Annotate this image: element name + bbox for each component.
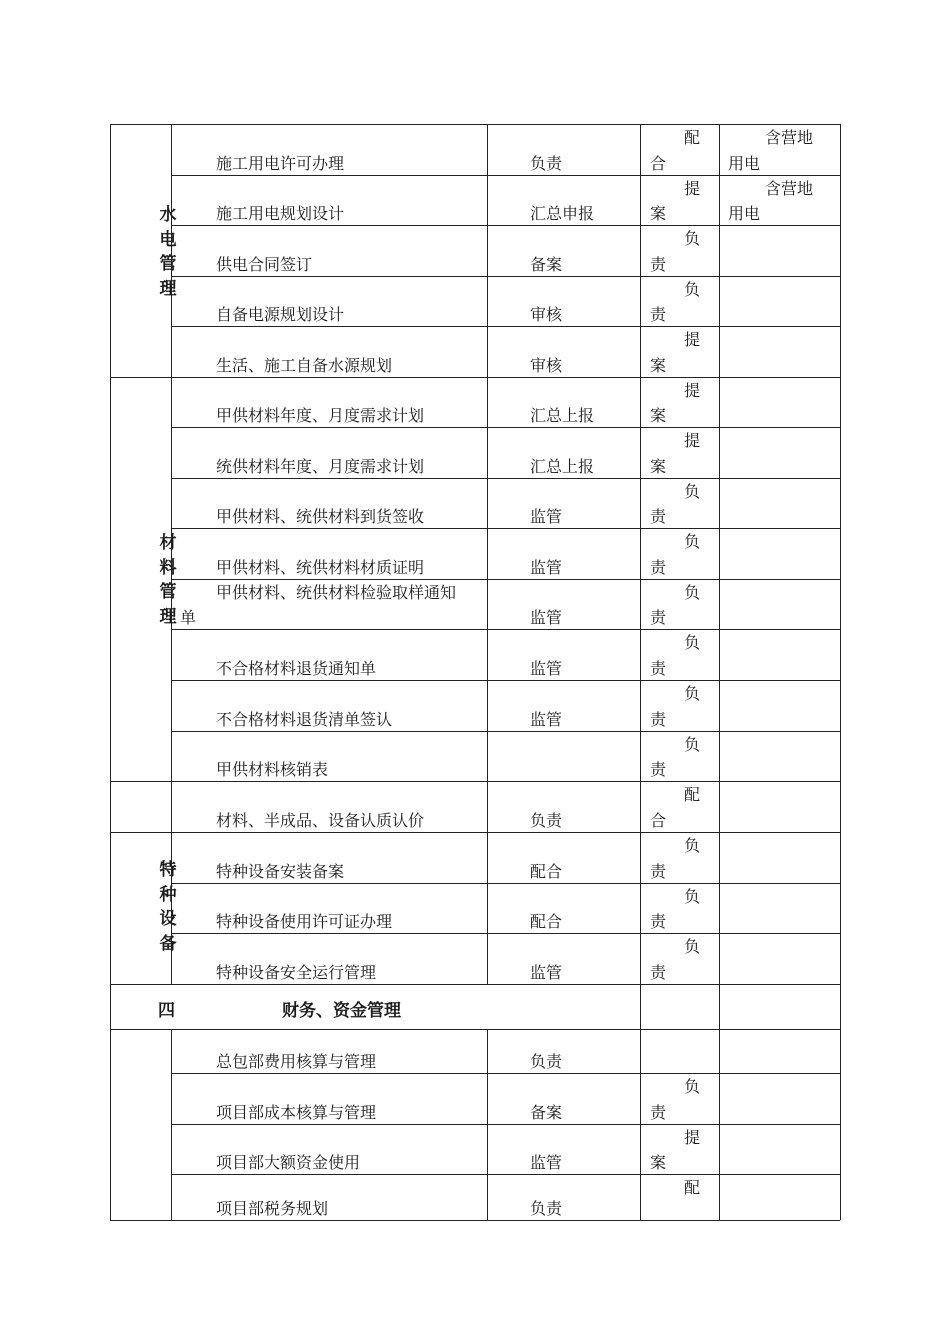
row-separator xyxy=(171,427,840,428)
item-text: 甲供材料核销表 xyxy=(216,760,329,779)
col4-bottom-text: 责 xyxy=(650,659,667,678)
row-separator xyxy=(171,731,840,732)
col4-top-text: 配 xyxy=(684,128,701,147)
row-separator xyxy=(171,1174,840,1175)
column-separator xyxy=(171,124,172,984)
col4-top-text: 负 xyxy=(684,1077,701,1096)
col4-top-text: 提 xyxy=(684,330,701,349)
col4-top-text: 负 xyxy=(684,684,701,703)
col4-bottom-text: 责 xyxy=(650,862,667,881)
column-separator xyxy=(171,1029,172,1220)
col4-bottom-text: 责 xyxy=(650,1103,667,1122)
col4-bottom-text: 案 xyxy=(650,457,667,476)
col4-bottom-text: 责 xyxy=(650,255,667,274)
col4-top-text: 提 xyxy=(684,1128,701,1147)
col4-bottom-text: 责 xyxy=(650,760,667,779)
table-border-top xyxy=(110,124,840,125)
col4-top-text: 提 xyxy=(684,179,701,198)
group-char: 备 xyxy=(159,933,177,954)
item-text: 甲供材料、统供材料材质证明 xyxy=(216,558,425,577)
role-text: 汇总上报 xyxy=(530,457,595,476)
role-text: 汇总申报 xyxy=(530,204,595,223)
role-text: 监管 xyxy=(530,608,563,627)
col4-top-text: 负 xyxy=(684,735,701,754)
group-separator xyxy=(110,984,840,985)
note-top-text: 含营地 xyxy=(765,128,814,147)
item-text: 施工用电许可办理 xyxy=(216,154,345,173)
item-text: 统供材料年度、月度需求计划 xyxy=(216,457,425,476)
item-text: 总包部费用核算与管理 xyxy=(216,1052,377,1071)
col4-top-text: 负 xyxy=(684,633,701,652)
row-separator xyxy=(171,478,840,479)
role-text: 审核 xyxy=(530,305,563,324)
group-separator xyxy=(110,781,840,782)
role-text: 监管 xyxy=(530,1153,563,1172)
column-separator xyxy=(640,124,641,1220)
col4-bottom-text: 案 xyxy=(650,204,667,223)
group-separator xyxy=(110,1029,840,1030)
col4-top-text: 负 xyxy=(684,583,701,602)
role-text: 监管 xyxy=(530,507,563,526)
col4-bottom-text: 责 xyxy=(650,963,667,982)
item-text: 甲供材料、统供材料到货签收 xyxy=(216,507,425,526)
row-separator xyxy=(171,528,840,529)
group-separator xyxy=(110,377,840,378)
col4-top-text: 负 xyxy=(684,482,701,501)
group-char: 电 xyxy=(159,229,177,250)
group-char: 理 xyxy=(159,278,177,299)
group-char: 料 xyxy=(159,557,177,578)
col4-top-text: 负 xyxy=(684,836,701,855)
col4-bottom-text: 责 xyxy=(650,507,667,526)
row-separator xyxy=(171,579,840,580)
table-border-bottom xyxy=(110,1220,840,1221)
col4-top-text: 提 xyxy=(684,381,701,400)
table-border-left xyxy=(110,124,111,1220)
responsibility-table xyxy=(110,124,840,1220)
row-separator xyxy=(171,326,840,327)
item-text: 自备电源规划设计 xyxy=(216,305,345,324)
col4-top-text: 负 xyxy=(684,887,701,906)
col4-bottom-text: 责 xyxy=(650,608,667,627)
item-text: 材料、半成品、设备认质认价 xyxy=(216,811,425,830)
section-number: 四 xyxy=(158,1001,175,1021)
col4-bottom-text: 合 xyxy=(650,811,667,830)
item-text: 项目部税务规划 xyxy=(216,1199,329,1218)
role-text: 备案 xyxy=(530,1103,563,1122)
item-text: 项目部大额资金使用 xyxy=(216,1153,361,1172)
group-label-water-electric xyxy=(158,203,178,301)
col4-top-text: 负 xyxy=(684,937,701,956)
note-bottom-text: 用电 xyxy=(728,154,761,173)
row-separator xyxy=(171,933,840,934)
col4-bottom-text: 合 xyxy=(650,154,667,173)
group-char: 理 xyxy=(159,606,177,627)
item-text: 不合格材料退货清单签认 xyxy=(216,710,393,729)
row-separator xyxy=(171,680,840,681)
col4-top-text: 负 xyxy=(684,532,701,551)
col4-top-text: 配 xyxy=(684,785,701,804)
col4-top-text: 负 xyxy=(684,280,701,299)
item-text: 甲供材料、统供材料检验取样通知 xyxy=(216,583,457,602)
group-label-materials xyxy=(158,531,178,629)
group-label-special-equipment xyxy=(158,858,178,956)
row-separator xyxy=(171,225,840,226)
role-text: 配合 xyxy=(530,862,563,881)
row-separator xyxy=(171,175,840,176)
role-text: 监管 xyxy=(530,659,563,678)
group-char: 特 xyxy=(159,860,177,880)
item-text: 甲供材料年度、月度需求计划 xyxy=(216,406,425,425)
item-text: 施工用电规划设计 xyxy=(216,204,345,223)
item-text: 项目部成本核算与管理 xyxy=(216,1103,377,1122)
note-top-text: 含营地 xyxy=(765,179,814,198)
role-text: 监管 xyxy=(530,710,563,729)
column-separator xyxy=(487,1029,488,1220)
row-separator xyxy=(171,883,840,884)
group-char: 材 xyxy=(159,533,177,553)
item-text: 特种设备使用许可证办理 xyxy=(216,912,393,931)
role-text: 负责 xyxy=(530,811,563,830)
row-separator xyxy=(171,276,840,277)
item-text: 供电合同签订 xyxy=(216,255,313,274)
column-separator xyxy=(719,124,720,1220)
col4-top-text: 提 xyxy=(684,431,701,450)
role-text: 负责 xyxy=(530,1052,563,1071)
role-text: 监管 xyxy=(530,558,563,577)
item-text-continued: 单 xyxy=(180,608,197,627)
col4-top-text: 负 xyxy=(684,229,701,248)
note-bottom-text: 用电 xyxy=(728,204,761,223)
row-separator xyxy=(171,629,840,630)
col4-bottom-text: 责 xyxy=(650,558,667,577)
col4-bottom-text: 责 xyxy=(650,912,667,931)
group-char: 管 xyxy=(159,582,177,602)
item-text: 特种设备安装备案 xyxy=(216,862,345,881)
role-text: 监管 xyxy=(530,963,563,982)
group-char: 水 xyxy=(159,205,177,225)
col4-bottom-text: 案 xyxy=(650,356,667,375)
item-text: 不合格材料退货通知单 xyxy=(216,659,377,678)
group-char: 设 xyxy=(159,909,177,929)
role-text: 汇总上报 xyxy=(530,406,595,425)
group-separator xyxy=(110,832,840,833)
item-text: 生活、施工自备水源规划 xyxy=(216,356,393,375)
role-text: 审核 xyxy=(530,356,563,375)
table-border-right xyxy=(840,124,841,1220)
col4-bottom-text: 责 xyxy=(650,710,667,729)
col4-bottom-text: 责 xyxy=(650,305,667,324)
col4-bottom-text: 案 xyxy=(650,1153,667,1172)
group-char: 管 xyxy=(159,254,177,274)
role-text: 配合 xyxy=(530,912,563,931)
column-separator xyxy=(487,124,488,984)
role-text: 负责 xyxy=(530,154,563,173)
group-char: 种 xyxy=(159,884,177,905)
item-text: 特种设备安全运行管理 xyxy=(216,963,377,982)
col4-top-text: 配 xyxy=(684,1178,701,1197)
role-text: 备案 xyxy=(530,255,563,274)
role-text: 负责 xyxy=(530,1199,563,1218)
row-separator xyxy=(171,1073,840,1074)
section-title: 财务、资金管理 xyxy=(282,1001,401,1021)
col4-bottom-text: 案 xyxy=(650,406,667,425)
row-separator xyxy=(171,1124,840,1125)
